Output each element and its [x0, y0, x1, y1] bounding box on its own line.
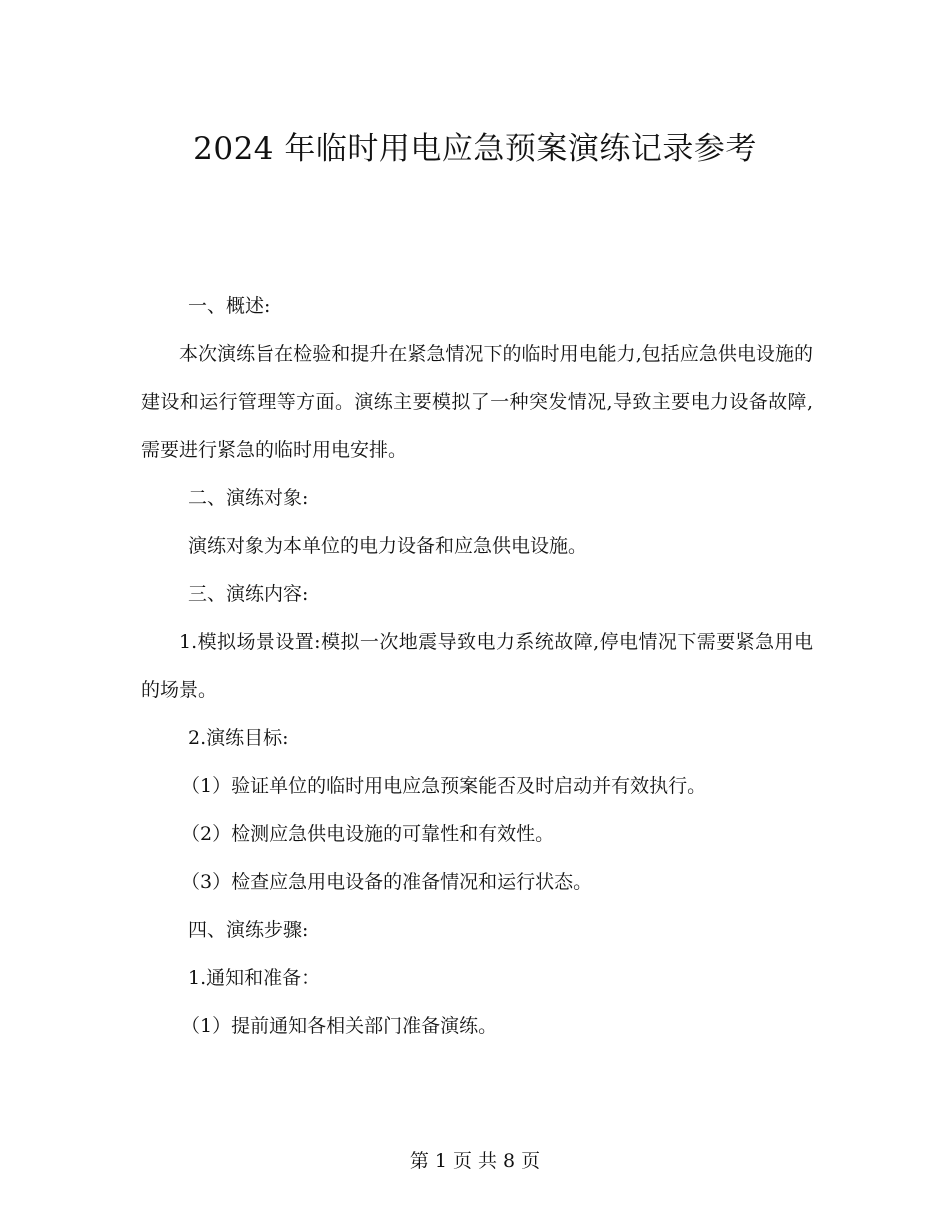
goal-item-3: （3）检查应急用电设备的准备情况和运行状态。 [181, 871, 593, 893]
content-item-scenario: 1.模拟场景设置:模拟一次地震导致电力系统故障,停电情况下需要紧急用电的场景。 [141, 631, 813, 701]
page-number-footer: 第 1 页 共 8 页 [409, 1150, 541, 1172]
goal-item-1: （1）验证单位的临时用电应急预案能否及时启动并有效执行。 [181, 775, 707, 797]
document-body [141, 292, 813, 1060]
goal-item-2: （2）检测应急供电设施的可靠性和有效性。 [181, 823, 555, 845]
overview-paragraph: 本次演练旨在检验和提升在紧急情况下的临时用电能力,包括应急供电设施的建设和运行管理等方面。演练主要模拟了一种突发情况,导致主要电力设备故障,需要进行紧急的临时用电安排。 [141, 343, 813, 461]
section-heading-content: 三、演练内容: [188, 583, 309, 605]
step-subitem-1: （1）提前通知各相关部门准备演练。 [181, 1015, 498, 1037]
section-heading-steps: 四、演练步骤: [188, 919, 309, 941]
content-item-goals: 2.演练目标: [188, 727, 289, 749]
section-heading-target: 二、演练对象: [188, 487, 309, 509]
target-paragraph: 演练对象为本单位的电力设备和应急供电设施。 [188, 535, 588, 557]
document-title: 2024 年临时用电应急预案演练记录参考 [193, 131, 757, 167]
step-item-1: 1.通知和准备： [188, 967, 321, 989]
section-heading-overview: 一、概述: [188, 295, 271, 317]
